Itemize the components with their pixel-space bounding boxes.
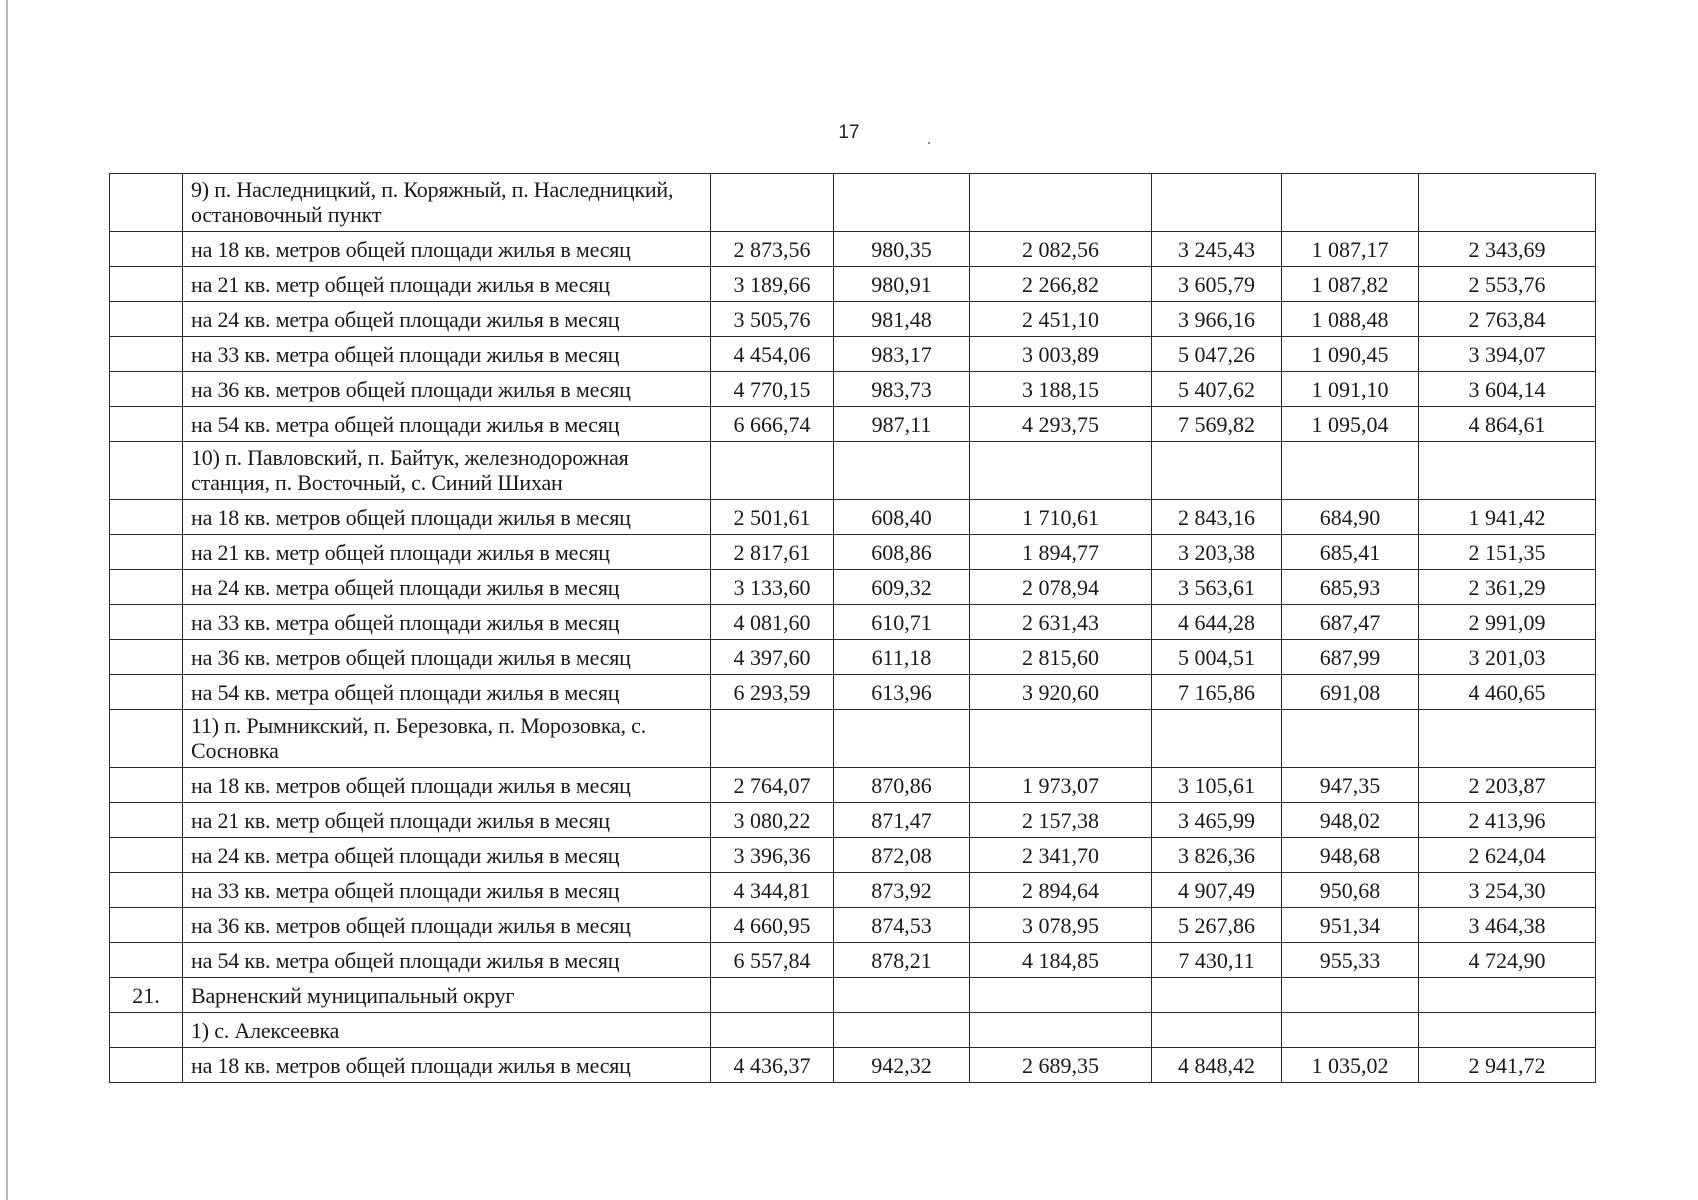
table-row [110, 768, 1596, 803]
value-cell: 2 873,56 [711, 232, 834, 267]
table-row [110, 908, 1596, 943]
row-label-cell: на 18 кв. метров общей площади жилья в месяц [183, 768, 711, 803]
row-label-cell: на 24 кв. метра общей площади жилья в месяц [183, 302, 711, 337]
value-cell: 3 505,76 [711, 302, 834, 337]
settlement-group-row [110, 442, 1596, 500]
value-cell: 4 436,37 [711, 1048, 834, 1083]
value-cell [1419, 442, 1596, 500]
value-cell: 4 454,06 [711, 337, 834, 372]
value-cell: 2 343,69 [1419, 232, 1596, 267]
value-cell: 2 553,76 [1419, 267, 1596, 302]
value-cell [834, 710, 970, 768]
page-number: 17 [838, 122, 860, 143]
value-cell: 687,47 [1282, 605, 1419, 640]
row-label-cell: на 18 кв. метров общей площади жилья в месяц [183, 500, 711, 535]
value-cell: 7 569,82 [1152, 407, 1282, 442]
table-row [110, 675, 1596, 710]
value-cell: 5 047,26 [1152, 337, 1282, 372]
value-cell: 874,53 [834, 908, 970, 943]
row-index-cell [110, 500, 183, 535]
value-cell: 4 848,42 [1152, 1048, 1282, 1083]
row-index-cell [110, 768, 183, 803]
row-label-cell: на 36 кв. метров общей площади жилья в месяц [183, 908, 711, 943]
value-cell: 3 203,38 [1152, 535, 1282, 570]
settlement-group-row [110, 710, 1596, 768]
value-cell: 5 267,86 [1152, 908, 1282, 943]
value-cell: 980,91 [834, 267, 970, 302]
value-cell: 3 078,95 [970, 908, 1152, 943]
value-cell: 950,68 [1282, 873, 1419, 908]
value-cell: 7 430,11 [1152, 943, 1282, 978]
value-cell [834, 442, 970, 500]
value-cell: 4 864,61 [1419, 407, 1596, 442]
value-cell [970, 978, 1152, 1013]
value-cell: 872,08 [834, 838, 970, 873]
row-label-cell: на 54 кв. метра общей площади жилья в месяц [183, 407, 711, 442]
row-index-cell [110, 943, 183, 978]
value-cell: 3 563,61 [1152, 570, 1282, 605]
row-label-cell: на 24 кв. метра общей площади жилья в месяц [183, 838, 711, 873]
value-cell [711, 442, 834, 500]
value-cell: 955,33 [1282, 943, 1419, 978]
row-label-cell: на 54 кв. метра общей площади жилья в месяц [183, 675, 711, 710]
value-cell: 948,68 [1282, 838, 1419, 873]
value-cell: 1 090,45 [1282, 337, 1419, 372]
table-row [110, 1048, 1596, 1083]
value-cell: 4 184,85 [970, 943, 1152, 978]
value-cell: 609,32 [834, 570, 970, 605]
row-label-cell: на 33 кв. метра общей площади жилья в месяц [183, 337, 711, 372]
value-cell: 1 095,04 [1282, 407, 1419, 442]
value-cell: 613,96 [834, 675, 970, 710]
table-row [110, 605, 1596, 640]
value-cell: 3 105,61 [1152, 768, 1282, 803]
value-cell [970, 174, 1152, 232]
row-label-cell: 11) п. Рымникский, п. Березовка, п. Морозовка, с. Сосновка [183, 710, 711, 768]
row-index-cell: 21. [110, 978, 183, 1013]
value-cell: 610,71 [834, 605, 970, 640]
value-cell: 2 501,61 [711, 500, 834, 535]
value-cell: 2 764,07 [711, 768, 834, 803]
value-cell: 871,47 [834, 803, 970, 838]
row-index-cell [110, 267, 183, 302]
value-cell: 2 341,70 [970, 838, 1152, 873]
value-cell: 3 826,36 [1152, 838, 1282, 873]
value-cell: 4 460,65 [1419, 675, 1596, 710]
value-cell: 4 907,49 [1152, 873, 1282, 908]
value-cell [1282, 710, 1419, 768]
value-cell: 2 991,09 [1419, 605, 1596, 640]
value-cell: 6 666,74 [711, 407, 834, 442]
value-cell: 3 080,22 [711, 803, 834, 838]
value-cell: 2 689,35 [970, 1048, 1152, 1083]
value-cell: 3 394,07 [1419, 337, 1596, 372]
section-row [110, 978, 1596, 1013]
row-label-cell: на 33 кв. метра общей площади жилья в месяц [183, 873, 711, 908]
value-cell: 4 660,95 [711, 908, 834, 943]
value-cell: 2 631,43 [970, 605, 1152, 640]
row-index-cell [110, 873, 183, 908]
value-cell [711, 978, 834, 1013]
value-cell [1152, 1013, 1282, 1048]
value-cell [834, 1013, 970, 1048]
value-cell: 1 088,48 [1282, 302, 1419, 337]
settlement-group-row [110, 174, 1596, 232]
row-index-cell [110, 302, 183, 337]
value-cell: 684,90 [1282, 500, 1419, 535]
row-label-cell: на 36 кв. метров общей площади жилья в месяц [183, 372, 711, 407]
value-cell: 4 770,15 [711, 372, 834, 407]
value-cell: 1 087,17 [1282, 232, 1419, 267]
row-index-cell [110, 710, 183, 768]
value-cell: 3 396,36 [711, 838, 834, 873]
value-cell: 2 815,60 [970, 640, 1152, 675]
value-cell [970, 710, 1152, 768]
value-cell: 3 189,66 [711, 267, 834, 302]
value-cell: 1 087,82 [1282, 267, 1419, 302]
value-cell: 4 293,75 [970, 407, 1152, 442]
value-cell: 685,93 [1282, 570, 1419, 605]
value-cell [970, 1013, 1152, 1048]
value-cell: 3 920,60 [970, 675, 1152, 710]
value-cell [711, 1013, 834, 1048]
table-row [110, 535, 1596, 570]
value-cell: 948,02 [1282, 803, 1419, 838]
value-cell: 3 003,89 [970, 337, 1152, 372]
value-cell: 987,11 [834, 407, 970, 442]
value-cell: 6 557,84 [711, 943, 834, 978]
value-cell: 1 710,61 [970, 500, 1152, 535]
value-cell: 2 817,61 [711, 535, 834, 570]
value-cell: 2 941,72 [1419, 1048, 1596, 1083]
value-cell: 870,86 [834, 768, 970, 803]
value-cell [711, 174, 834, 232]
value-cell: 687,99 [1282, 640, 1419, 675]
table-row [110, 640, 1596, 675]
row-index-cell [110, 174, 183, 232]
value-cell: 691,08 [1282, 675, 1419, 710]
row-index-cell [110, 337, 183, 372]
value-cell: 981,48 [834, 302, 970, 337]
value-cell: 4 081,60 [711, 605, 834, 640]
value-cell: 3 201,03 [1419, 640, 1596, 675]
row-label-cell: на 33 кв. метра общей площади жилья в месяц [183, 605, 711, 640]
row-index-cell [110, 407, 183, 442]
row-index-cell [110, 535, 183, 570]
value-cell: 2 763,84 [1419, 302, 1596, 337]
value-cell [1282, 978, 1419, 1013]
row-label-cell: на 36 кв. метров общей площади жилья в месяц [183, 640, 711, 675]
value-cell: 873,92 [834, 873, 970, 908]
value-cell: 608,40 [834, 500, 970, 535]
table-row [110, 873, 1596, 908]
value-cell: 3 966,16 [1152, 302, 1282, 337]
row-index-cell [110, 640, 183, 675]
value-cell [834, 978, 970, 1013]
value-cell [1419, 1013, 1596, 1048]
value-cell: 2 361,29 [1419, 570, 1596, 605]
value-cell: 1 973,07 [970, 768, 1152, 803]
value-cell: 2 266,82 [970, 267, 1152, 302]
value-cell: 1 035,02 [1282, 1048, 1419, 1083]
value-cell: 611,18 [834, 640, 970, 675]
value-cell [970, 442, 1152, 500]
value-cell: 2 078,94 [970, 570, 1152, 605]
value-cell: 6 293,59 [711, 675, 834, 710]
table-row [110, 302, 1596, 337]
table-row [110, 372, 1596, 407]
table-row [110, 943, 1596, 978]
row-index-cell [110, 908, 183, 943]
table-row [110, 337, 1596, 372]
row-label-cell: 10) п. Павловский, п. Байтук, железнодорожная станция, п. Восточный, с. Синий Шихан [183, 442, 711, 500]
value-cell: 980,35 [834, 232, 970, 267]
value-cell [1282, 442, 1419, 500]
value-cell [1152, 710, 1282, 768]
value-cell: 4 397,60 [711, 640, 834, 675]
value-cell: 2 082,56 [970, 232, 1152, 267]
value-cell: 1 091,10 [1282, 372, 1419, 407]
value-cell: 4 724,90 [1419, 943, 1596, 978]
table-row [110, 407, 1596, 442]
row-label-cell: на 18 кв. метров общей площади жилья в месяц [183, 232, 711, 267]
tariff-table-body [110, 174, 1596, 1083]
value-cell: 3 188,15 [970, 372, 1152, 407]
value-cell [1419, 174, 1596, 232]
value-cell [1152, 442, 1282, 500]
row-index-cell [110, 1048, 183, 1083]
row-index-cell [110, 372, 183, 407]
value-cell: 2 624,04 [1419, 838, 1596, 873]
value-cell [711, 710, 834, 768]
tariff-table [109, 173, 1596, 1083]
row-index-cell [110, 605, 183, 640]
value-cell: 951,34 [1282, 908, 1419, 943]
value-cell [1419, 978, 1596, 1013]
row-label-cell: на 21 кв. метр общей площади жилья в месяц [183, 267, 711, 302]
value-cell: 3 605,79 [1152, 267, 1282, 302]
value-cell: 3 464,38 [1419, 908, 1596, 943]
table-row [110, 500, 1596, 535]
table-row [110, 838, 1596, 873]
value-cell [834, 174, 970, 232]
value-cell [1419, 710, 1596, 768]
row-label-cell: на 21 кв. метр общей площади жилья в месяц [183, 535, 711, 570]
row-index-cell [110, 803, 183, 838]
value-cell: 7 165,86 [1152, 675, 1282, 710]
scan-speck [928, 142, 930, 144]
value-cell: 1 894,77 [970, 535, 1152, 570]
row-index-cell [110, 570, 183, 605]
value-cell [1152, 978, 1282, 1013]
value-cell: 685,41 [1282, 535, 1419, 570]
value-cell: 4 644,28 [1152, 605, 1282, 640]
row-label-cell: 1) с. Алексеевка [183, 1013, 711, 1048]
row-index-cell [110, 232, 183, 267]
value-cell: 3 133,60 [711, 570, 834, 605]
value-cell: 878,21 [834, 943, 970, 978]
value-cell: 2 843,16 [1152, 500, 1282, 535]
value-cell: 3 245,43 [1152, 232, 1282, 267]
row-label-cell: на 24 кв. метра общей площади жилья в месяц [183, 570, 711, 605]
value-cell: 2 151,35 [1419, 535, 1596, 570]
row-index-cell [110, 442, 183, 500]
row-index-cell [110, 1013, 183, 1048]
value-cell [1152, 174, 1282, 232]
table-row [110, 267, 1596, 302]
row-index-cell [110, 838, 183, 873]
table-row [110, 570, 1596, 605]
table-row [110, 803, 1596, 838]
value-cell: 983,17 [834, 337, 970, 372]
row-label-cell: на 21 кв. метр общей площади жилья в месяц [183, 803, 711, 838]
section-row [110, 1013, 1596, 1048]
value-cell: 942,32 [834, 1048, 970, 1083]
row-label-cell: 9) п. Наследницкий, п. Коряжный, п. Наследницкий, остановочный пункт [183, 174, 711, 232]
row-label-cell: на 54 кв. метра общей площади жилья в месяц [183, 943, 711, 978]
row-label-cell: Варненский муниципальный округ [183, 978, 711, 1013]
table-row [110, 232, 1596, 267]
value-cell [1282, 174, 1419, 232]
value-cell [1282, 1013, 1419, 1048]
value-cell: 1 941,42 [1419, 500, 1596, 535]
value-cell: 2 413,96 [1419, 803, 1596, 838]
value-cell: 4 344,81 [711, 873, 834, 908]
value-cell: 5 004,51 [1152, 640, 1282, 675]
value-cell: 608,86 [834, 535, 970, 570]
value-cell: 3 254,30 [1419, 873, 1596, 908]
value-cell: 2 894,64 [970, 873, 1152, 908]
value-cell: 2 451,10 [970, 302, 1152, 337]
value-cell: 3 604,14 [1419, 372, 1596, 407]
value-cell: 983,73 [834, 372, 970, 407]
value-cell: 2 203,87 [1419, 768, 1596, 803]
row-index-cell [110, 675, 183, 710]
value-cell: 947,35 [1282, 768, 1419, 803]
value-cell: 3 465,99 [1152, 803, 1282, 838]
value-cell: 2 157,38 [970, 803, 1152, 838]
value-cell: 5 407,62 [1152, 372, 1282, 407]
row-label-cell: на 18 кв. метров общей площади жилья в месяц [183, 1048, 711, 1083]
scan-edge-shadow [6, 0, 8, 1200]
